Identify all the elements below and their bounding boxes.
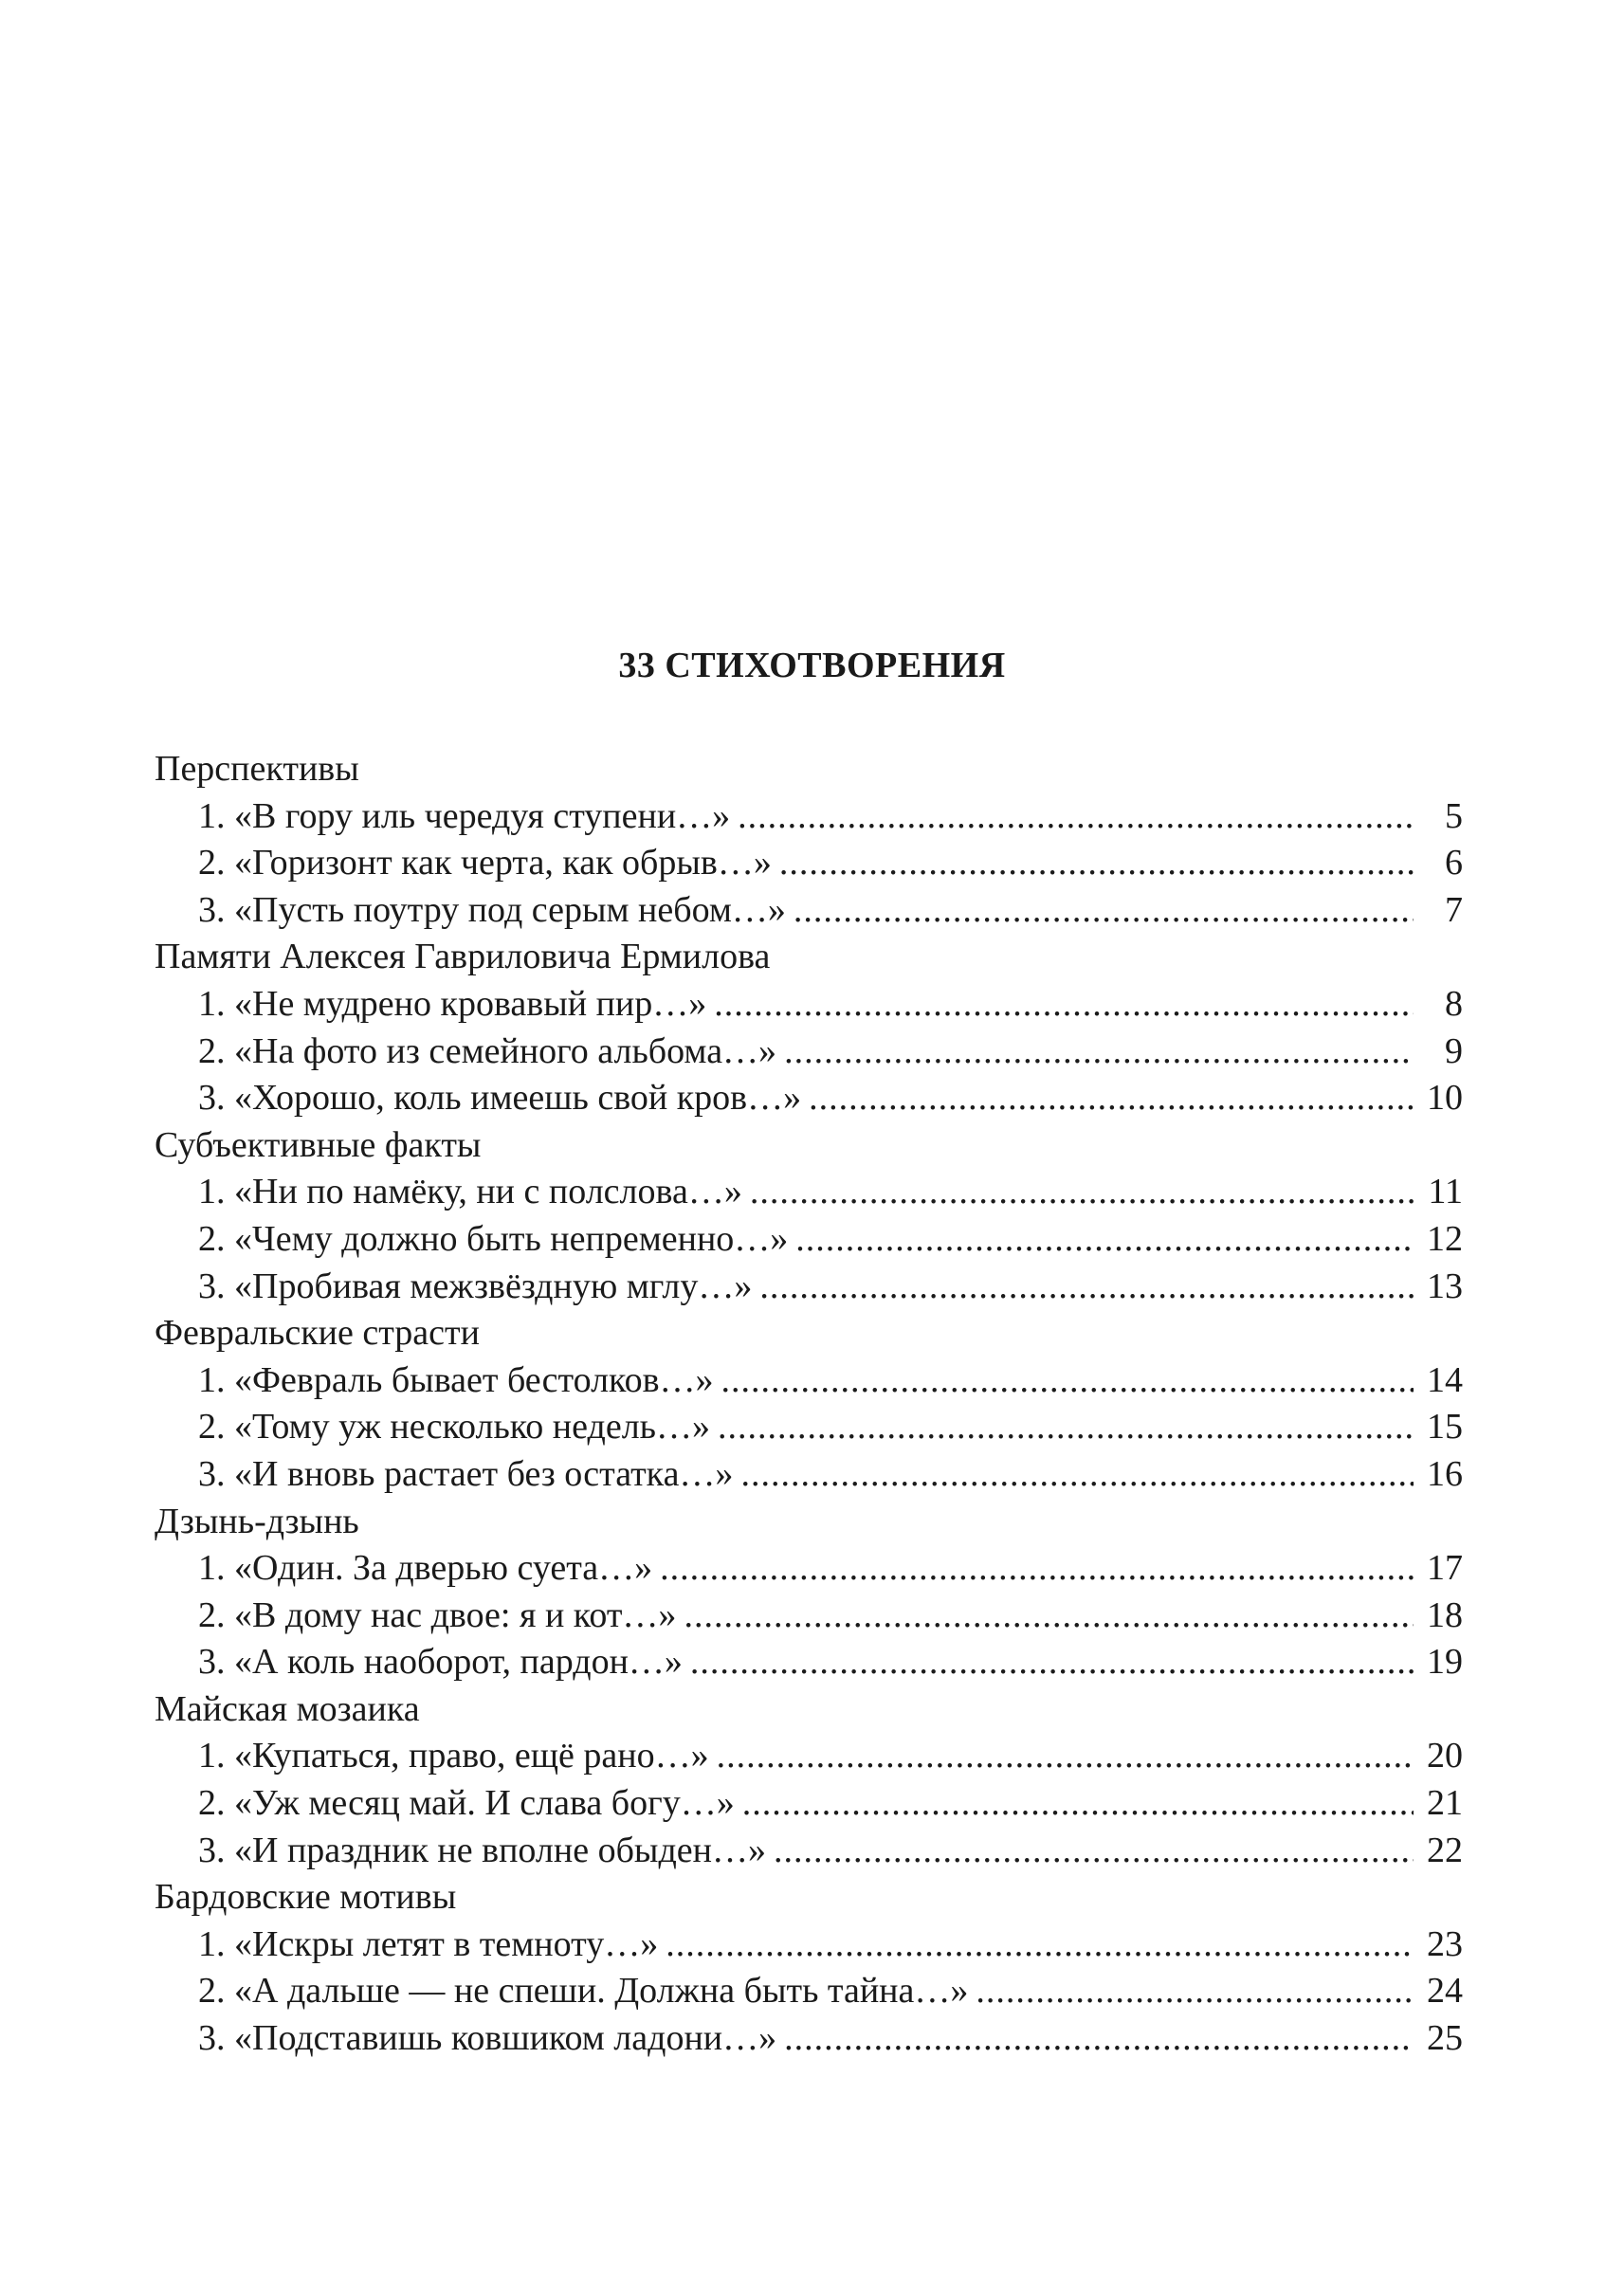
page-number: 25: [1427, 2018, 1463, 2059]
entry-title: 1. «Купаться, право, ещё рано…»: [198, 1736, 709, 1776]
entry-title: 1. «В гору иль чередуя ступени…»: [198, 795, 731, 836]
section-title: Майская мозаика: [155, 1688, 420, 1729]
entry-title: 1. «Февраль бывает бестолков…»: [198, 1359, 714, 1400]
section-title: Дзынь-дзынь: [155, 1501, 359, 1541]
entry-title: 1. «Ни по намёку, ни с полслова…»: [198, 1172, 742, 1212]
dot-leader: [717, 1733, 1414, 1780]
page-title: 33 СТИХОТВОРЕНИЯ: [618, 646, 1006, 685]
page-number: 19: [1427, 1642, 1463, 1683]
entry-title: 1. «Один. За дверью суета…»: [198, 1548, 653, 1589]
toc-entry[interactable]: [155, 1593, 1463, 1640]
dot-leader: [784, 1029, 1414, 1076]
dot-leader: [759, 1264, 1414, 1311]
toc-entry[interactable]: [155, 1733, 1463, 1780]
page-number: 5: [1445, 795, 1463, 836]
dot-leader: [750, 1169, 1414, 1216]
dot-leader: [779, 840, 1414, 887]
page-number: 24: [1427, 1971, 1463, 2012]
dot-leader: [738, 793, 1414, 841]
page-number: 10: [1427, 1078, 1463, 1119]
toc-entry[interactable]: [155, 1639, 1463, 1686]
page-number: 6: [1445, 843, 1463, 883]
page-number: 7: [1445, 889, 1463, 930]
entry-title: 2. «Тому уж несколько недель…»: [198, 1407, 710, 1448]
entry-title: 3. «Подставишь ковшиком ладони…»: [198, 2018, 777, 2059]
dot-leader: [684, 1593, 1414, 1640]
entry-title: 3. «И праздник не вполне обыден…»: [198, 1830, 766, 1870]
page-number: 14: [1427, 1359, 1463, 1400]
dot-leader: [742, 1780, 1414, 1828]
toc-entry[interactable]: [155, 1029, 1463, 1076]
toc-entry[interactable]: [155, 1828, 1463, 1875]
section-title: Бардовские мотивы: [155, 1877, 457, 1918]
dot-leader: [666, 1922, 1414, 1969]
toc-entry[interactable]: [155, 2015, 1463, 2063]
page-number: 13: [1427, 1266, 1463, 1306]
toc-entry[interactable]: [155, 1922, 1463, 1969]
dot-leader: [714, 981, 1414, 1029]
dot-leader: [784, 2015, 1414, 2063]
section-title: Памяти Алексея Гавриловича Ермилова: [155, 937, 771, 977]
toc-entry[interactable]: [155, 840, 1463, 887]
entry-title: 2. «На фото из семейного альбома…»: [198, 1030, 777, 1071]
entry-title: 2. «В дому нас двое: я и кот…»: [198, 1594, 677, 1635]
page-number: 15: [1427, 1407, 1463, 1448]
entry-title: 3. «Пусть поутру под серым небом…»: [198, 889, 786, 930]
toc-entry[interactable]: [155, 1968, 1463, 2015]
dot-leader: [809, 1075, 1414, 1122]
page-number: 23: [1427, 1923, 1463, 1964]
entry-title: 3. «И вновь растает без остатка…»: [198, 1453, 734, 1494]
entry-title: 2. «А дальше — не спеши. Должна быть тайна…»: [198, 1971, 969, 2012]
section-title: Перспективы: [155, 749, 359, 789]
page-number: 16: [1427, 1453, 1463, 1494]
toc-entry[interactable]: [155, 1216, 1463, 1264]
page-number: 18: [1427, 1594, 1463, 1635]
entry-title: 2. «Уж месяц май. И слава богу…»: [198, 1783, 735, 1824]
toc-entry[interactable]: [155, 1545, 1463, 1593]
dot-leader: [718, 1404, 1414, 1451]
toc-entry[interactable]: [155, 1404, 1463, 1451]
dot-leader: [774, 1828, 1414, 1875]
toc-entry[interactable]: [155, 793, 1463, 841]
toc-entry[interactable]: [155, 1451, 1463, 1499]
toc-entry[interactable]: [155, 1780, 1463, 1828]
toc-entry[interactable]: [155, 1264, 1463, 1311]
toc-entry[interactable]: [155, 1075, 1463, 1122]
page-number: 8: [1445, 983, 1463, 1024]
section-title: Февральские страсти: [155, 1313, 480, 1354]
dot-leader: [690, 1639, 1414, 1686]
dot-leader: [740, 1451, 1414, 1499]
toc-entry[interactable]: [155, 1357, 1463, 1405]
page-number: 9: [1445, 1030, 1463, 1071]
page-number: 12: [1427, 1218, 1463, 1259]
toc-entry[interactable]: [155, 887, 1463, 935]
entry-title: 2. «Горизонт как черта, как обрыв…»: [198, 843, 772, 883]
table-of-contents: [155, 746, 1463, 2063]
toc-entry[interactable]: [155, 981, 1463, 1029]
entry-title: 2. «Чему должно быть непременно…»: [198, 1218, 789, 1259]
toc-entry[interactable]: [155, 1169, 1463, 1216]
entry-title: 1. «Не мудрено кровавый пир…»: [198, 983, 707, 1024]
dot-leader: [794, 887, 1414, 935]
page-number: 21: [1427, 1783, 1463, 1824]
page-number: 17: [1427, 1548, 1463, 1589]
entry-title: 1. «Искры летят в темноту…»: [198, 1923, 659, 1964]
page-number: 22: [1427, 1830, 1463, 1870]
entry-title: 3. «Хорошо, коль имеешь свой кров…»: [198, 1078, 802, 1119]
dot-leader: [795, 1216, 1414, 1264]
entry-title: 3. «Пробивая межзвёздную мглу…»: [198, 1266, 753, 1306]
dot-leader: [660, 1545, 1414, 1593]
dot-leader: [976, 1968, 1414, 2015]
entry-title: 3. «А коль наоборот, пардон…»: [198, 1642, 683, 1683]
dot-leader: [721, 1357, 1414, 1405]
page-number: 20: [1427, 1736, 1463, 1776]
section-title: Субъективные факты: [155, 1124, 482, 1165]
page-number: 11: [1428, 1172, 1463, 1212]
